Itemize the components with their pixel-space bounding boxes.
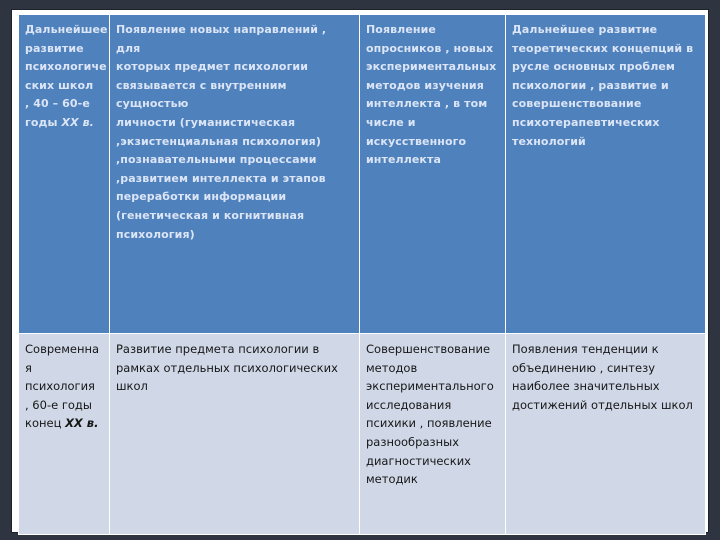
period-text: Современна я психология , 60-е годы конец [25, 342, 100, 431]
table-row [19, 15, 706, 334]
methods-text: Появление опросников , новых экспериментальных методов изучения интеллекта , в том числе и искусственного интеллекта [366, 23, 497, 167]
period-cell [19, 334, 110, 535]
subject-text: Развитие предмета психологии в рамках отдельных психологических школ [116, 342, 338, 394]
theory-cell [506, 334, 706, 535]
subject-cell [110, 15, 360, 334]
period-era: XX в. [65, 416, 99, 431]
methods-cell [360, 334, 506, 535]
period-cell [19, 15, 110, 334]
table-row [19, 334, 706, 535]
subject-text: Появление новых направлений , для которых предмет психологии связывается с внутренним сущностью личности (гуманистическая ,экзистенциальная психология) ,познавательными процессами ,развитием интеллекта и этапов переработки информации (генетическая и когнитивная психология) [116, 23, 327, 241]
theory-text: Появления тенденции к объединению , синтезу наиболее значительных достижений отдельных школ [512, 342, 693, 412]
slide-page [12, 10, 708, 532]
period-era: XX в. [61, 115, 94, 129]
theory-text: Дальнейшее развитие теоретических концепций в русле основных проблем психологии , развитие и совершенствование психотерапевтических технологий [512, 23, 694, 148]
methods-cell [360, 15, 506, 334]
methods-text: Совершенствование методов экспериментального исследования психики , появление разнообразных диагностических методик [366, 342, 494, 487]
psychology-history-table [18, 14, 706, 535]
period-text: Дальнейшее развитие психологиче ских школ , 40 – 60-е годы [25, 23, 108, 129]
theory-cell [506, 15, 706, 334]
subject-cell [110, 334, 360, 535]
